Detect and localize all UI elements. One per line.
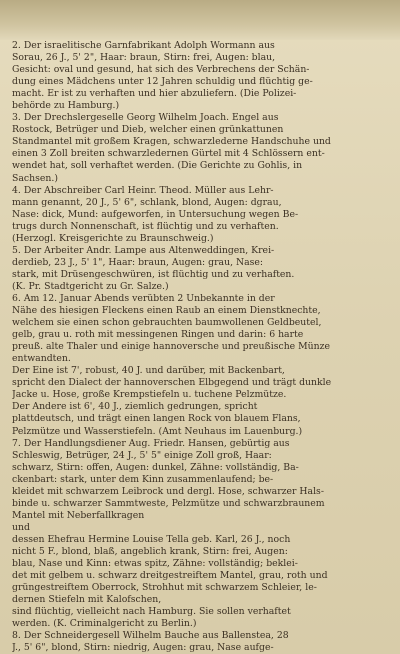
text-line: welchem sie einen schon gebrauchten baumwollenen Geldbeutel, — [12, 317, 322, 329]
text-line: J., 5' 6", blond, Stirn: niedrig, Augen: grau, Nase aufge- — [12, 642, 274, 654]
text-line: stark, mit Drüsengeschwüren, ist flüchtig und zu verhaften. — [12, 268, 295, 280]
text-line: Sachsen.) — [12, 172, 58, 184]
text-line: Pelzmütze und Wasserstiefeln. (Amt Neuhaus im Lauenburg.) — [12, 425, 303, 437]
text-line: Gesicht: oval und gesund, hat sich des Verbrechens der Schän- — [12, 64, 310, 76]
text-line: Schleswig, Betrüger, 24 J., 5' 5" einige Zoll groß, Haar: — [12, 449, 272, 461]
notice-7 — [12, 438, 392, 522]
text-line: dessen Ehefrau Hermine Louise Tella geb. Karl, 26 J., noch — [12, 533, 291, 545]
text-line: Rostock, Betrüger und Dieb, welcher einen grünkattunen — [12, 124, 284, 136]
text-line: (Herzogl. Kreisgerichte zu Braunschweig.) — [12, 232, 214, 244]
page-top-edge — [0, 0, 400, 40]
text-line: Sorau, 26 J., 5' 2", Haar: braun, Stirn: frei, Augen: blau, — [12, 52, 276, 64]
text-line: mann genannt, 20 J., 5' 6", schlank, blond, Augen: dgrau, — [12, 196, 282, 208]
text-line: Nähe des hiesigen Fleckens einen Raub an einem Dienstknechte, — [12, 305, 321, 317]
notice-6 — [12, 365, 392, 437]
text-line: einen 3 Zoll breiten schwarzledernen Gürtel mit 4 Schlössern ent- — [12, 148, 325, 160]
text-line: entwandten. — [12, 353, 71, 365]
text-line: Standmantel mit großem Kragen, schwarzlederne Handschuhe und — [12, 136, 331, 148]
text-line: 5. Der Arbeiter Andr. Lampe aus Altenweddingen, Krei- — [12, 244, 275, 256]
text-line: nicht 5 F., blond, blaß, angeblich krank, Stirn: frei, Augen: — [12, 545, 288, 557]
text-line: binde u. schwarzer Sammtweste, Pelzmütze und schwarzbraunem — [12, 497, 325, 509]
notice-4 — [12, 245, 392, 293]
text-line: det mit gelbem u. schwarz dreitgestreiftem Mantel, grau, roth und — [12, 570, 328, 582]
notice-8 — [12, 522, 392, 630]
text-line: blau, Nase und Kinn: etwas spitz, Zähne: vollständig; beklei- — [12, 558, 298, 570]
text-line: wendet hat, soll verhaftet werden. (Die Gerichte zu Gohlis, in — [12, 160, 303, 172]
text-line: Der Eine ist 7', robust, 40 J. und darüber, mit Backenbart, — [12, 365, 285, 377]
text-line: Mantel mit Neberfallkragen — [12, 509, 145, 521]
text-line: kleidet mit schwarzem Leibrock und dergl. Hose, schwarzer Hals- — [12, 485, 324, 497]
text-line: grüngestreiftem Oberrock, Strohhut mit schwarzem Schleier, le- — [12, 582, 317, 594]
notice-9 — [12, 630, 392, 654]
text-line: Jacke u. Hose, große Krempstiefeln u. tuchene Pelzmütze. — [12, 389, 287, 401]
text-line: 7. Der Handlungsdiener Aug. Friedr. Hansen, gebürtig aus — [12, 437, 290, 449]
text-line: 8. Der Schneidergesell Wilhelm Bauche aus Ballenstea, 28 — [12, 630, 289, 642]
text-line: gelb, grau u. roth mit messingenen Ringen und darin: 6 harte — [12, 329, 304, 341]
text-line: Der Andere ist 6', 40 J., ziemlich gedrungen, spricht — [12, 401, 258, 413]
text-line: spricht den Dialect der hannoverschen Elbgegend und trägt dunkle — [12, 377, 332, 389]
text-line: 6. Am 12. Januar Abends verübten 2 Unbekannte in der — [12, 292, 275, 304]
text-line: dernen Stiefeln mit Kalofschen, — [12, 594, 162, 606]
text-line: und — [12, 521, 30, 533]
notice-1 — [12, 40, 392, 112]
notice-2 — [12, 112, 392, 184]
text-line: 2. Der israelitische Garnfabrikant Adolph Wormann aus — [12, 40, 275, 51]
text-line: ckenbart: stark, unter dem Kinn zusammenlaufend; be- — [12, 473, 274, 485]
notice-3 — [12, 185, 392, 245]
text-line: dung eines Mädchens unter 12 Jahren schuldig und flüchtig ge- — [12, 76, 313, 88]
text-line: trugs durch Nonnenschaft, ist flüchtig und zu verhaften. — [12, 220, 279, 232]
text-line: schwarz, Stirn: offen, Augen: dunkel, Zähne: vollständig, Ba- — [12, 461, 299, 473]
text-line: Nase: dick, Mund: aufgeworfen, in Untersuchung wegen Be- — [12, 208, 299, 220]
text-line: macht. Er ist zu verhaften und hier abzuliefern. (Die Polizei- — [12, 88, 297, 100]
text-line: 4. Der Abschreiber Carl Heinr. Theod. Müller aus Lehr- — [12, 184, 274, 196]
notice-5 — [12, 293, 392, 365]
text-line: (K. Pr. Stadtgericht zu Gr. Salze.) — [12, 280, 169, 292]
text-line: derdieb, 23 J., 5' 1", Haar: braun, Augen: grau, Nase: — [12, 256, 264, 268]
text-line: preuß. alte Thaler und einige hannoversche und preußische Münze — [12, 341, 331, 353]
text-line: werden. (K. Criminalgericht zu Berlin.) — [12, 618, 197, 630]
text-line: sind flüchtig, vielleicht nach Hamburg. Sie sollen verhaftet — [12, 606, 291, 618]
text-line: behörde zu Hamburg.) — [12, 100, 120, 112]
text-line: 3. Der Drechslergeselle Georg Wilhelm Joach. Engel aus — [12, 112, 279, 124]
wanted-notices-column — [12, 40, 392, 654]
text-line: plattdeutsch, und trägt einen langen Rock von blauem Flans, — [12, 413, 301, 425]
